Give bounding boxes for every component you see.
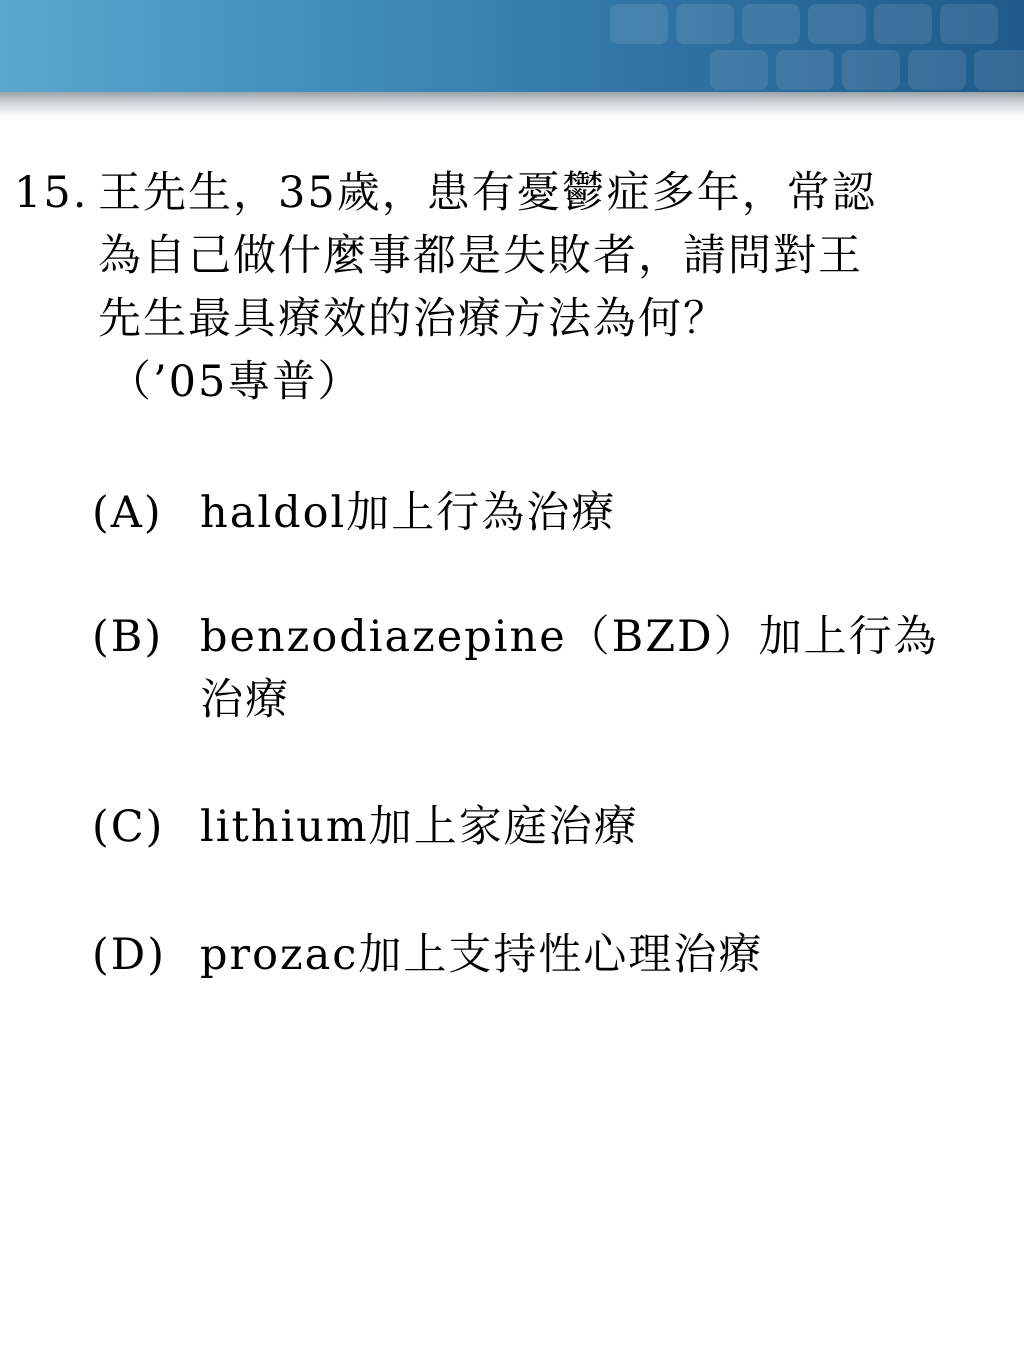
- question-line: 為自己做什麼事都是失敗者，請問對王: [98, 231, 863, 281]
- option-text: benzodiazepine（BZD）加上行為: [200, 612, 939, 662]
- header-tile: [776, 50, 834, 90]
- header-tile: [940, 4, 998, 44]
- option-a: [92, 482, 616, 545]
- option-label: (C): [92, 802, 165, 852]
- option-label: (B): [92, 612, 164, 662]
- header-tile: [974, 50, 1024, 90]
- header-tile: [710, 50, 768, 90]
- header-shadow: [0, 92, 1024, 118]
- question-body: [98, 162, 998, 414]
- header-tile: [908, 50, 966, 90]
- question-number: 15.: [14, 168, 89, 218]
- option-label: (D): [92, 930, 167, 980]
- question-line: 王先生，35歲，患有憂鬱症多年，常認: [98, 168, 877, 218]
- option-text-continued: 治療: [200, 675, 290, 725]
- option-text: prozac加上支持性心理治療: [200, 930, 764, 980]
- header-tile: [842, 50, 900, 90]
- option-d: [92, 924, 763, 987]
- option-c: [92, 796, 639, 859]
- option-text: haldol加上行為治療: [200, 488, 617, 538]
- header-tile: [808, 4, 866, 44]
- option-label: (A): [92, 488, 163, 538]
- header-tile: [742, 4, 800, 44]
- question-line: 先生最具療效的治療方法為何？: [98, 294, 728, 344]
- option-b: [92, 606, 939, 732]
- header-band: [0, 0, 1024, 92]
- header-tile: [676, 4, 734, 44]
- header-tile: [874, 4, 932, 44]
- question-source: （’05專普）: [108, 357, 363, 407]
- header-tile: [610, 4, 668, 44]
- option-text: lithium加上家庭治療: [200, 802, 639, 852]
